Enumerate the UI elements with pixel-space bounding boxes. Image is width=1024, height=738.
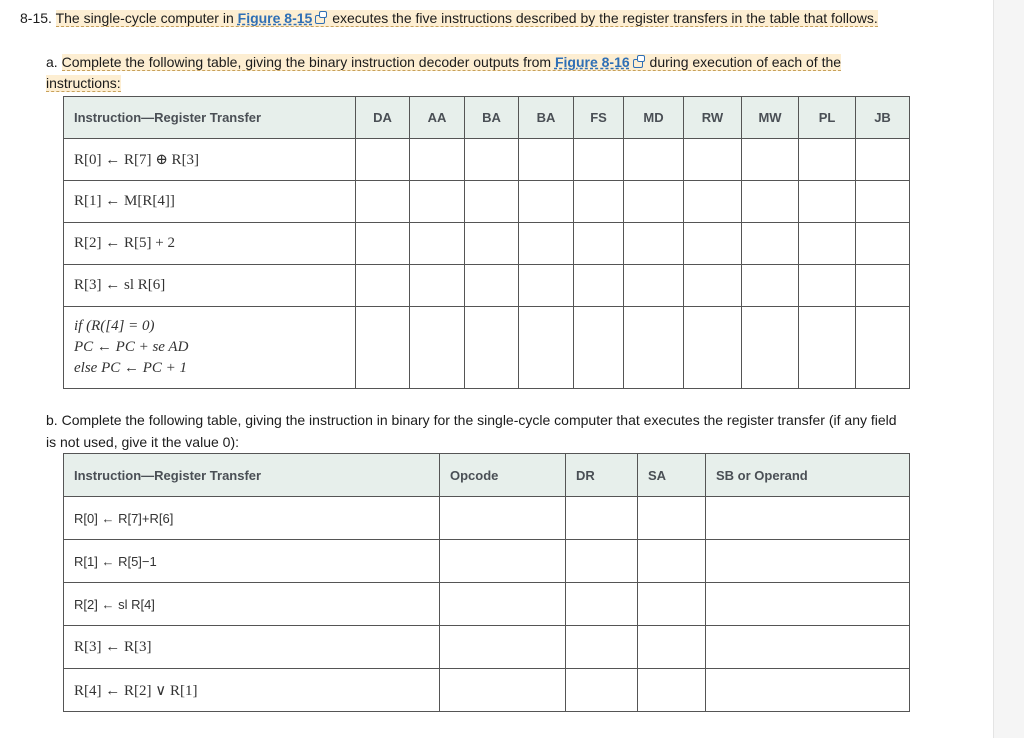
- answer-cell[interactable]: [440, 626, 566, 669]
- answer-cell[interactable]: [742, 139, 799, 181]
- answer-cell[interactable]: [638, 669, 706, 712]
- answer-cell[interactable]: [799, 307, 856, 389]
- problem-intro: [20, 7, 900, 29]
- answer-cell[interactable]: [684, 307, 742, 389]
- part-b-letter: b.: [46, 412, 58, 428]
- answer-cell[interactable]: [465, 181, 519, 223]
- answer-cell[interactable]: [574, 265, 624, 307]
- answer-cell[interactable]: [566, 583, 638, 626]
- register-transfer-cell: R[4] ← R[2] ∨ R[1]: [64, 669, 440, 712]
- column-header: Instruction—Register Transfer: [64, 454, 440, 497]
- answer-cell[interactable]: [356, 223, 410, 265]
- column-header: Instruction—Register Transfer: [64, 97, 356, 139]
- answer-cell[interactable]: [706, 669, 910, 712]
- answer-cell[interactable]: [410, 307, 465, 389]
- answer-cell[interactable]: [638, 497, 706, 540]
- column-header: DA: [356, 97, 410, 139]
- answer-cell[interactable]: [624, 181, 684, 223]
- table-header-row: [64, 97, 910, 139]
- answer-cell[interactable]: [624, 139, 684, 181]
- answer-cell[interactable]: [465, 307, 519, 389]
- answer-cell[interactable]: [706, 497, 910, 540]
- answer-cell[interactable]: [856, 223, 910, 265]
- answer-cell[interactable]: [519, 181, 574, 223]
- table-row: [64, 307, 910, 389]
- answer-cell[interactable]: [742, 181, 799, 223]
- column-header: PL: [799, 97, 856, 139]
- answer-cell[interactable]: [742, 307, 799, 389]
- instruction-binary-table: [63, 453, 910, 712]
- intro-highlight: [56, 10, 878, 27]
- answer-cell[interactable]: [574, 139, 624, 181]
- answer-cell[interactable]: [519, 307, 574, 389]
- column-header: SB or Operand: [706, 454, 910, 497]
- answer-cell[interactable]: [624, 223, 684, 265]
- scrollbar-track[interactable]: [993, 0, 1024, 738]
- part-b-text: Complete the following table, giving the instruction in binary for the single-cycle computer that executes the register transfer (if any field is not used, give it the value 0):: [46, 412, 897, 450]
- answer-cell[interactable]: [638, 540, 706, 583]
- column-header: MW: [742, 97, 799, 139]
- intro-text-after: executes the five instructions described by the register transfers in the table that follows.: [328, 10, 878, 26]
- answer-cell[interactable]: [356, 307, 410, 389]
- transfer-line: else PC ← PC + 1: [74, 360, 188, 376]
- answer-cell[interactable]: [706, 626, 910, 669]
- table-row: [64, 497, 910, 540]
- answer-cell[interactable]: [356, 139, 410, 181]
- table-row: [64, 139, 910, 181]
- table-row: [64, 669, 910, 712]
- answer-cell[interactable]: [706, 540, 910, 583]
- answer-cell[interactable]: [624, 307, 684, 389]
- answer-cell[interactable]: [799, 265, 856, 307]
- register-transfer-cell: R[1] ← R[5]−1: [64, 540, 440, 583]
- part-a-highlight: [46, 54, 841, 92]
- answer-cell[interactable]: [410, 181, 465, 223]
- column-header: BA: [465, 97, 519, 139]
- answer-cell[interactable]: [410, 265, 465, 307]
- answer-cell[interactable]: [566, 626, 638, 669]
- answer-cell[interactable]: [856, 139, 910, 181]
- figure-8-16-link[interactable]: Figure 8-16: [554, 54, 630, 70]
- answer-cell[interactable]: [638, 583, 706, 626]
- problem-number: 8-15.: [20, 10, 52, 26]
- part-a-letter: a.: [46, 54, 58, 70]
- answer-cell[interactable]: [574, 181, 624, 223]
- answer-cell[interactable]: [799, 139, 856, 181]
- part-a-text-after: during execution of each of the instructions:: [46, 54, 842, 91]
- column-header: MD: [624, 97, 684, 139]
- answer-cell[interactable]: [519, 223, 574, 265]
- register-transfer-cell: R[1] ← M[R[4]]: [64, 181, 356, 223]
- transfer-line: PC ← PC + se AD: [74, 339, 189, 355]
- table-row: [64, 583, 910, 626]
- register-transfer-cell: [64, 307, 356, 389]
- answer-cell[interactable]: [440, 497, 566, 540]
- answer-cell[interactable]: [742, 223, 799, 265]
- transfer-line: if (R([4] = 0): [74, 318, 155, 334]
- answer-cell[interactable]: [440, 669, 566, 712]
- answer-cell[interactable]: [566, 669, 638, 712]
- answer-cell[interactable]: [799, 181, 856, 223]
- answer-cell[interactable]: [465, 139, 519, 181]
- answer-cell[interactable]: [799, 223, 856, 265]
- answer-cell[interactable]: [638, 626, 706, 669]
- column-header: JB: [856, 97, 910, 139]
- intro-text-before: The single-cycle computer in: [55, 10, 238, 26]
- column-header: SA: [638, 454, 706, 497]
- answer-cell[interactable]: [624, 265, 684, 307]
- register-transfer-cell: R[3] ← R[3]: [64, 626, 440, 669]
- answer-cell[interactable]: [356, 265, 410, 307]
- decoder-outputs-table: [63, 96, 910, 389]
- answer-cell[interactable]: [465, 265, 519, 307]
- column-header: RW: [684, 97, 742, 139]
- answer-cell[interactable]: [706, 583, 910, 626]
- column-header: BA: [519, 97, 574, 139]
- part-a-text-before: Complete the following table, giving the binary instruction decoder outputs from: [61, 54, 555, 70]
- table-row: [64, 265, 910, 307]
- table-row: [64, 181, 910, 223]
- answer-cell[interactable]: [410, 139, 465, 181]
- answer-cell[interactable]: [566, 540, 638, 583]
- answer-cell[interactable]: [519, 265, 574, 307]
- answer-cell[interactable]: [574, 223, 624, 265]
- answer-cell[interactable]: [684, 181, 742, 223]
- external-link-icon[interactable]: [633, 59, 643, 68]
- answer-cell[interactable]: [684, 265, 742, 307]
- answer-cell[interactable]: [856, 307, 910, 389]
- answer-cell[interactable]: [440, 540, 566, 583]
- answer-cell[interactable]: [856, 265, 910, 307]
- part-b-prompt: [46, 409, 906, 453]
- answer-cell[interactable]: [440, 583, 566, 626]
- register-transfer-cell: R[3] ← sl R[6]: [64, 265, 356, 307]
- table-header-row: [64, 454, 910, 497]
- register-transfer-cell: R[2] ← sl R[4]: [64, 583, 440, 626]
- register-transfer-cell: R[0] ← R[7]+R[6]: [64, 497, 440, 540]
- answer-cell[interactable]: [410, 223, 465, 265]
- table-row: [64, 626, 910, 669]
- answer-cell[interactable]: [356, 181, 410, 223]
- table-row: [64, 223, 910, 265]
- table-row: [64, 540, 910, 583]
- answer-cell[interactable]: [566, 497, 638, 540]
- column-header: DR: [566, 454, 638, 497]
- answer-cell[interactable]: [684, 223, 742, 265]
- column-header: AA: [410, 97, 465, 139]
- figure-8-15-link[interactable]: Figure 8-15: [237, 10, 313, 26]
- column-header: Opcode: [440, 454, 566, 497]
- answer-cell[interactable]: [465, 223, 519, 265]
- answer-cell[interactable]: [574, 307, 624, 389]
- answer-cell[interactable]: [856, 181, 910, 223]
- answer-cell[interactable]: [742, 265, 799, 307]
- register-transfer-cell: R[0] ← R[7] ⊕ R[3]: [64, 139, 356, 181]
- column-header: FS: [574, 97, 624, 139]
- answer-cell[interactable]: [684, 139, 742, 181]
- external-link-icon[interactable]: [315, 15, 325, 24]
- answer-cell[interactable]: [519, 139, 574, 181]
- register-transfer-cell: R[2] ← R[5] + 2: [64, 223, 356, 265]
- part-a-prompt: [46, 52, 906, 94]
